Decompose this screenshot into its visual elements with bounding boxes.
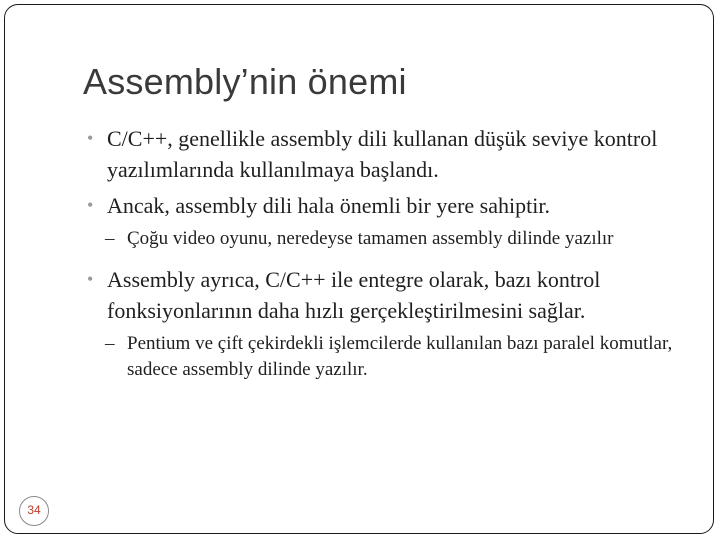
sub-bullet-text: Pentium ve çift çekirdekli işlemcilerde kullanılan bazı paralel komutlar, sadece assembly dilinde yazılır. <box>127 333 673 380</box>
slide-title: Assembly’nin önemi <box>83 61 407 102</box>
bullet-item <box>85 264 695 326</box>
bullet-text: C/C++, genellikle assembly dili kullanan düşük seviye kontrol yazılımlarında kullanılmaya başlandı. <box>107 126 658 182</box>
bullet-list <box>85 123 695 395</box>
bullet-text: Assembly ayrıca, C/C++ ile entegre olarak, bazı kontrol fonksiyonlarının daha hızlı gerçekleştirilmesini sağlar. <box>107 267 601 323</box>
bullet-dot-icon: • <box>87 269 94 289</box>
bullet-item <box>85 190 695 221</box>
sub-bullet-item <box>85 331 695 383</box>
bullet-dot-icon: • <box>87 195 94 215</box>
bullet-item <box>85 123 695 185</box>
sub-bullet-dash-icon: – <box>105 333 115 354</box>
page-number-badge: 34 <box>19 496 49 526</box>
bullet-text: Ancak, assembly dili hala önemli bir yere sahiptir. <box>107 193 550 218</box>
sub-bullet-item <box>85 226 695 252</box>
sub-bullet-dash-icon: – <box>105 228 115 249</box>
slide <box>4 4 714 534</box>
bullet-dot-icon: • <box>87 128 94 148</box>
sub-bullet-text: Çoğu video oyunu, neredeyse tamamen assembly dilinde yazılır <box>127 228 614 249</box>
